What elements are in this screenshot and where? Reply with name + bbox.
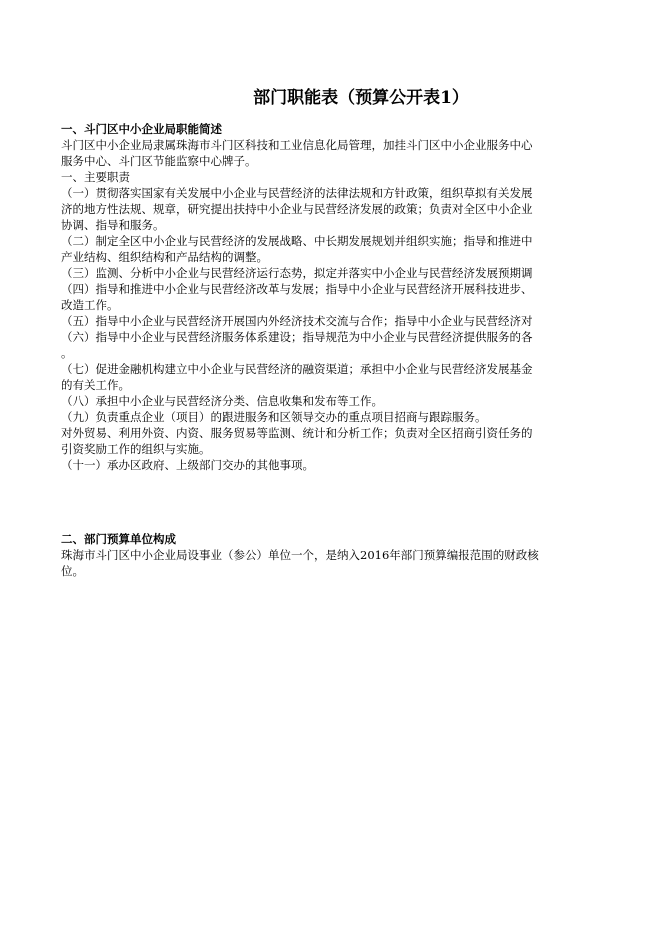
section-1-heading: 一、斗门区中小企业局职能简述 — [61, 122, 222, 136]
section-1-line: 的有关工作。 — [61, 378, 130, 392]
section-1-line: （四）指导和推进中小企业与民营经济改革与发展；指导中小企业与民营经济开展科技进步、 — [61, 282, 533, 296]
section-1-line: （三）监测、分析中小企业与民营经济运行态势，拟定并落实中小企业与民营经济发展预期调 — [61, 266, 533, 280]
section-1-line: 济的地方性法规、规章，研究提出扶持中小企业与民营经济发展的政策；负责对全区中小企业 — [61, 202, 533, 216]
section-1-line: 一、主要职责 — [61, 170, 130, 184]
section-1-line: （五）指导中小企业与民营经济开展国内外经济技术交流与合作；指导中小企业与民营经济对 — [61, 314, 533, 328]
section-2-heading: 二、部门预算单位构成 — [61, 532, 176, 546]
section-1-line: （十一）承办区政府、上级部门交办的其他事项。 — [61, 458, 314, 472]
section-1-line: （六）指导中小企业与民营经济服务体系建设；指导规范为中小企业与民营经济提供服务的各 — [61, 330, 533, 344]
section-1-line: 服务中心、斗门区节能监察中心牌子。 — [61, 154, 257, 168]
section-1-line: 引资奖励工作的组织与实施。 — [61, 442, 211, 456]
section-2-line: 珠海市斗门区中小企业局设事业（参公）单位一个，是纳入2016年部门预算编报范围的财政核 — [61, 548, 539, 562]
section-2-line: 位。 — [61, 564, 84, 578]
section-1-line: 对外贸易、利用外资、内资、服务贸易等监测、统计和分析工作；负责对全区招商引资任务的 — [61, 426, 533, 440]
section-1-line: 产业结构、组织结构和产品结构的调整。 — [61, 250, 268, 264]
section-1-line: 。 — [61, 346, 73, 360]
section-1-line: 斗门区中小企业局隶属珠海市斗门区科技和工业信息化局管理，加挂斗门区中小企业服务中心 — [61, 138, 533, 152]
document-body — [61, 121, 606, 579]
page-title: 部门职能表（预算公开表1） — [253, 88, 469, 108]
section-1-line: （八）承担中小企业与民营经济分类、信息收集和发布等工作。 — [61, 394, 383, 408]
section-spacer — [61, 473, 606, 531]
section-1-line: （一）贯彻落实国家有关发展中小企业与民营经济的法律法规和方针政策，组织草拟有关发展 — [61, 186, 533, 200]
section-1-line: 改造工作。 — [61, 298, 119, 312]
section-1-line: 协调、指导和服务。 — [61, 218, 165, 232]
section-1-line: （九）负责重点企业（项目）的跟进服务和区领导交办的重点项目招商与跟踪服务。 — [61, 410, 487, 424]
section-1-line: （七）促进金融机构建立中小企业与民营经济的融资渠道；承担中小企业与民营经济发展基金 — [61, 362, 533, 376]
section-1-line: （二）制定全区中小企业与民营经济的发展战略、中长期发展规划并组织实施；指导和推进中 — [61, 234, 533, 248]
